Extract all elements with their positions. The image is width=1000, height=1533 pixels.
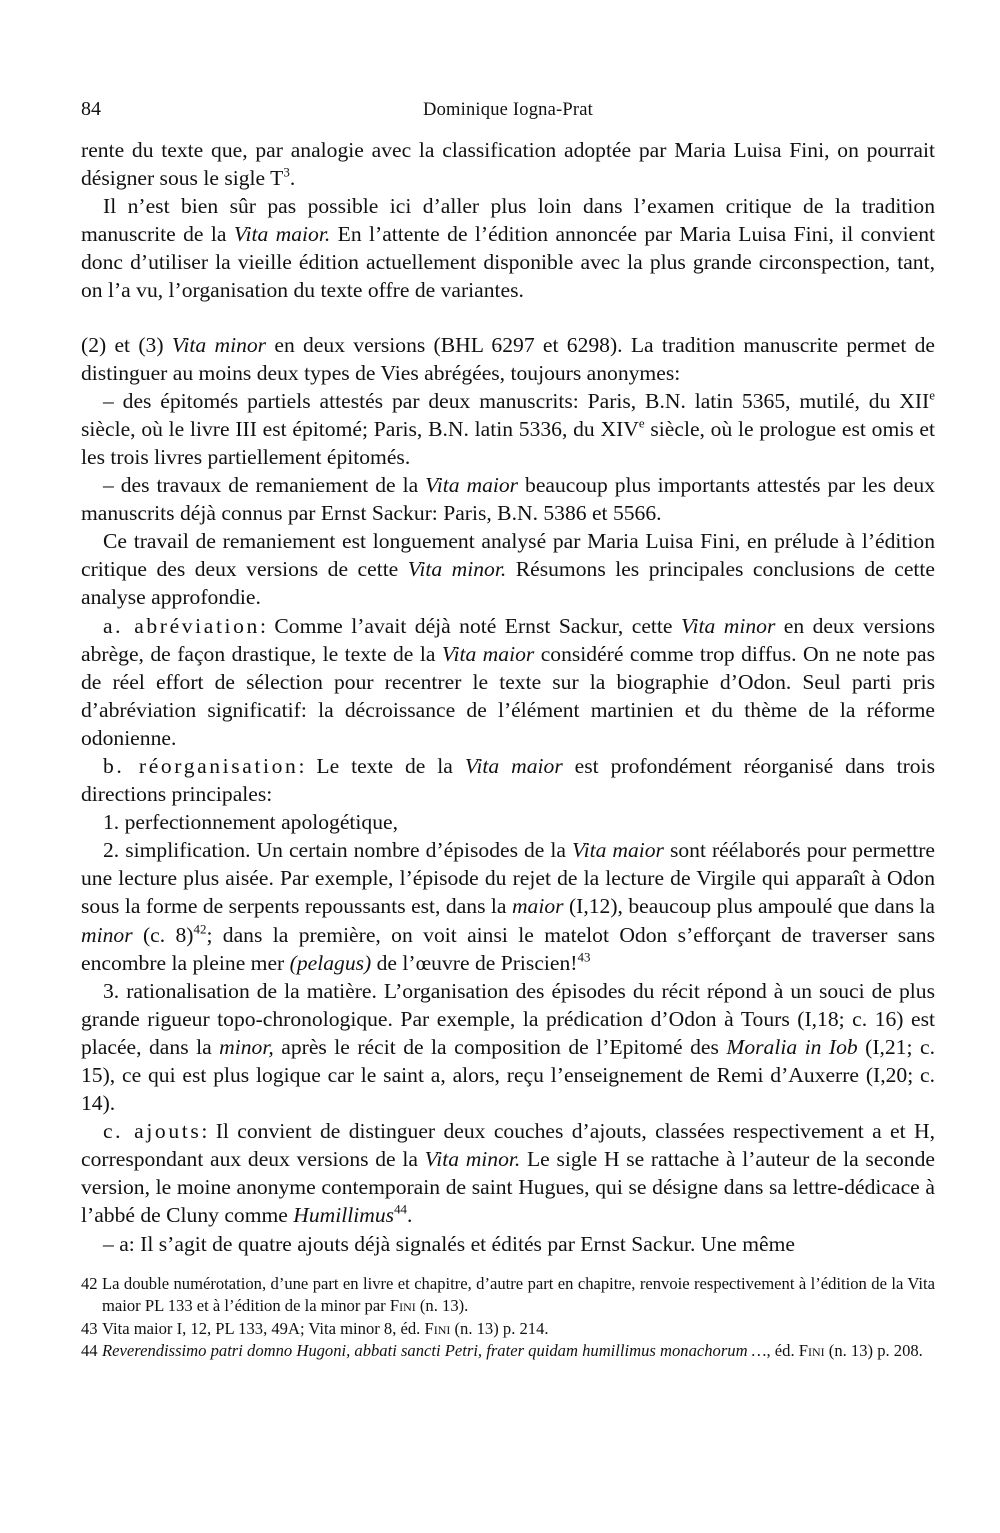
- text-run: en deux versions abrège, de façon drastique, le texte de la: [81, 613, 935, 666]
- list-item: [81, 387, 935, 471]
- superscript: 42: [193, 921, 207, 937]
- italic-run: minor,: [219, 1034, 274, 1059]
- text-run: siècle, où le livre III est épitomé; Paris, B.N. latin 5336, du XIV: [81, 416, 639, 441]
- text-run: (n. 13) p. 208.: [824, 1341, 923, 1361]
- footnote: [81, 1318, 935, 1341]
- spaced-run: c. ajouts: [103, 1119, 202, 1144]
- superscript: 44: [394, 1202, 408, 1218]
- small-caps-run: Fini: [424, 1318, 451, 1338]
- text-run: .: [407, 1203, 413, 1228]
- page-number: 84: [81, 98, 101, 120]
- italic-run: (pelagus): [289, 950, 372, 975]
- footnote-number: 44: [81, 1341, 98, 1361]
- small-caps-run: Fini: [798, 1341, 825, 1361]
- superscript: 3: [283, 164, 290, 180]
- list-item: [81, 808, 935, 836]
- text-run: Le sigle H se rattache à l’auteur de la seconde version, le moine anonyme contemporain de saint Hugues, qui se désigne dans sa lettre-dédicace à l’abbé de Cluny comme: [81, 1147, 935, 1228]
- spaced-run: a. abréviation: [103, 613, 260, 638]
- page: [81, 98, 935, 1363]
- text-run: – a: Il s’agit de quatre ajouts déjà signalés et édités par Ernst Sackur. Une même: [103, 1231, 795, 1256]
- footnote: [81, 1273, 935, 1318]
- list-item: [81, 977, 935, 1117]
- text-run: ; dans la première, on voit ainsi le matelot Odon s’efforçant de traverser sans encombre la pleine mer: [81, 922, 935, 975]
- italic-run: Vita maior: [464, 753, 563, 778]
- spaced-run: b. réorganisation: [103, 753, 299, 778]
- text-run: .: [289, 166, 296, 191]
- text-run: : Le texte de la: [298, 753, 465, 778]
- paragraph: [81, 136, 935, 192]
- text-run: (n. 13) p. 214.: [450, 1318, 549, 1338]
- text-run: – des travaux de remaniement de la: [103, 473, 426, 498]
- superscript: 43: [577, 949, 591, 965]
- italic-run: Vita minor: [171, 332, 267, 357]
- text-run: La double numérotation, d’une part en livre et chapitre, d’autre part en chapitre, renvoie respectivement à l’édition de la Vita maior PL 133 et à l’édition de la minor par: [102, 1273, 935, 1316]
- paragraph: [81, 612, 935, 752]
- text-run: , éd.: [766, 1341, 799, 1361]
- text-run: : Comme l’avait déjà noté Ernst Sackur, cette: [259, 613, 681, 638]
- main-text: [81, 136, 935, 1258]
- italic-run: Moralia in Iob: [726, 1034, 858, 1059]
- italic-run: Vita maior.: [233, 222, 331, 247]
- text-run: En l’attente de l’édition annoncée par Maria Luisa Fini, il convient donc d’utiliser la vieille édition actuellement disponible avec la plus grande circonspection, tant, on l’a vu, l’organisation du texte offre de variantes.: [81, 222, 935, 303]
- footnote-number: 42: [81, 1273, 98, 1293]
- text-run: Vita maior I, 12, PL 133, 49A; Vita minor 8, éd.: [102, 1318, 425, 1338]
- paragraph: [81, 192, 935, 304]
- italic-run: Vita maior: [425, 473, 519, 498]
- text-run: en deux versions (BHL 6297 et 6298). La tradition manuscrite permet de distinguer au moins deux types de Vies abrégées, toujours anonymes:: [81, 332, 935, 385]
- small-caps-run: Fini: [389, 1296, 416, 1316]
- footnote-text: [102, 1318, 935, 1341]
- italic-run: minor: [81, 922, 133, 947]
- text-run: 1. perfectionnement apologétique,: [103, 810, 399, 835]
- text-run: 2. simplification. Un certain nombre d’épisodes de la: [103, 838, 572, 863]
- running-title: Dominique Iogna-Prat: [423, 100, 593, 120]
- text-run: (2) et (3): [81, 332, 172, 357]
- text-run: Résumons les principales conclusions de cette analyse approfondie.: [81, 557, 935, 610]
- italic-run: Reverendissimo patri domno Hugoni, abbati sancti Petri, frater quidam humillimus monachorum …: [102, 1341, 767, 1361]
- text-run: : Il convient de distinguer deux couches d’ajouts, classées respectivement a et H, correspondant aux deux versions de la: [81, 1119, 935, 1172]
- text-run: siècle, où le prologue est omis et les trois livres partiellement épitomés.: [81, 416, 935, 469]
- italic-run: Vita minor: [680, 613, 776, 638]
- paragraph: [81, 1230, 935, 1258]
- text-run: 3. rationalisation de la matière. L’organisation des épisodes du récit répond à un souci de plus grande rigueur topo-chronologique. Par exemple, la prédication d’Odon à Tours (I,18; c. 16) est placée, dans la: [81, 978, 935, 1059]
- text-run: sont réélaborés pour permettre une lecture plus aisée. Par exemple, l’épisode du rejet de la lecture de Virgile qui apparaît à Odon sous la forme de serpents repoussants est, dans la: [81, 838, 936, 919]
- text-run: – des épitomés partiels attestés par deux manuscrits: Paris, B.N. latin 5365, mutilé, du XII: [103, 388, 930, 413]
- footnote-number: 43: [81, 1318, 98, 1338]
- text-run: (n. 13).: [415, 1296, 469, 1316]
- paragraph: [81, 527, 935, 611]
- paragraph: [81, 331, 935, 387]
- footnotes: [81, 1273, 935, 1363]
- footnote-text: [102, 1273, 935, 1318]
- paragraph: [81, 752, 935, 808]
- text-run: Ce travail de remaniement est longuement analysé par Maria Luisa Fini, en prélude à l’édition critique des deux versions de cette: [81, 529, 935, 582]
- running-header: [81, 98, 935, 136]
- list-item: [81, 471, 935, 527]
- text-run: considéré comme trop diffus. On ne note pas de réel effort de sélection pour recentrer le texte sur la biographie d’Odon. Seul parti pris d’abréviation significatif: la décroissance de l’élément martinien et du thème de la réforme odonienne.: [81, 641, 936, 750]
- text-run: de l’œuvre de Priscien!: [371, 950, 578, 975]
- text-run: beaucoup plus importants attestés par les deux manuscrits déjà connus par Ernst Sackur: Paris, B.N. 5386 et 5566.: [81, 473, 935, 526]
- superscript: e: [638, 415, 645, 431]
- italic-run: Vita maior: [441, 641, 535, 666]
- superscript: e: [929, 387, 935, 403]
- text-run: est profondément réorganisé dans trois directions principales:: [81, 753, 936, 807]
- text-run: (I,12), beaucoup plus ampoulé que dans la: [563, 894, 936, 919]
- text-run: (I,21; c. 15), ce qui est plus logique car le saint a, alors, reçu l’enseignement de Remi d’Auxerre (I,20; c. 14).: [81, 1034, 935, 1116]
- text-run: après le récit de la composition de l’Epitomé des: [273, 1034, 727, 1059]
- italic-run: Vita maior: [571, 838, 664, 863]
- text-run: (c. 8): [132, 922, 194, 947]
- italic-run: Vita minor.: [407, 557, 507, 582]
- footnote: [81, 1340, 935, 1363]
- paragraph: [81, 1117, 935, 1229]
- text-run: rente du texte que, par analogie avec la classification adoptée par Maria Luisa Fini, on pourrait désigner sous le sigle T: [81, 138, 935, 191]
- footnote-text: [102, 1340, 935, 1363]
- italic-run: Vita minor.: [424, 1147, 521, 1172]
- text-run: Il n’est bien sûr pas possible ici d’aller plus loin dans l’examen critique de la tradition manuscrite de la: [81, 194, 935, 247]
- italic-run: Humillimus: [293, 1203, 395, 1228]
- italic-run: maior: [511, 894, 564, 919]
- list-item: [81, 836, 935, 976]
